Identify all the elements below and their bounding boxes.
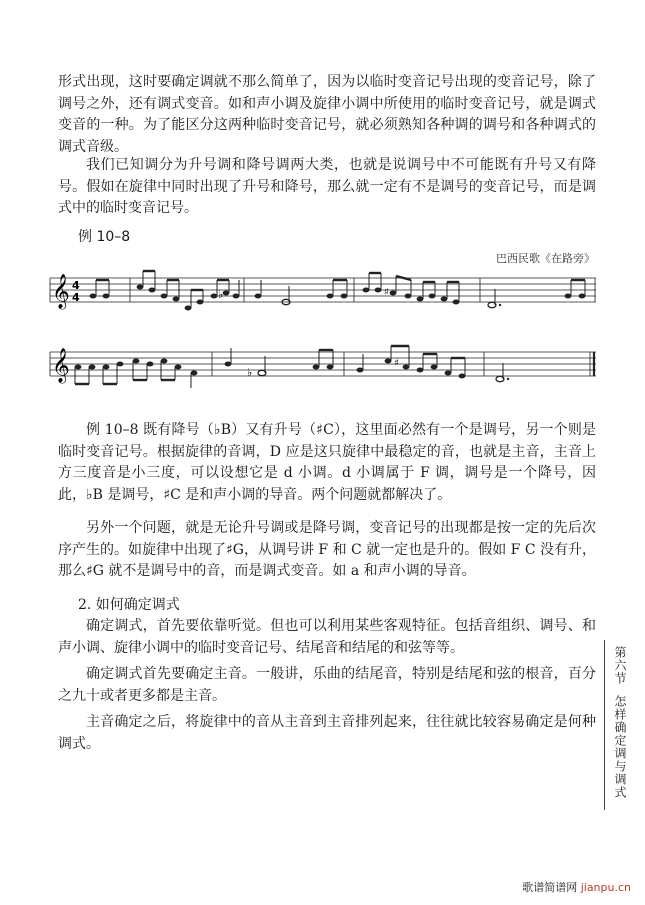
paragraph-5: 确定调式，首先要依靠听觉。但也可以利用某些客观特征。包括音组织、调号、和声小调、旋律小调中的临时变音记号、结尾音和结尾的和弦等等。 — [58, 618, 596, 656]
svg-text:♯: ♯ — [384, 287, 389, 298]
paragraph-6: 确定调式首先要确定主音。一般讲，乐曲的结尾音，特别是结尾和弦的根音，百分之九十或者更多都是主音。 — [58, 666, 596, 704]
music-staff-2 — [48, 342, 598, 404]
svg-text:♯: ♯ — [394, 358, 399, 369]
paragraph-2: 我们已知调分为升号调和降号调两大类，也就是说调号中不可能既有升号又有降号。假如在旋律中同时出现了升号和降号，那么就一定有不是调号的变音记号，而是调式中的临时变音记号。 — [58, 157, 596, 216]
paragraph-4: 另外一个问题，就是无论升号调或是降号调，变音记号的出现都是按一定的先后次序产生的。如旋律中出现了♯G，从调号讲 F 和 C 就一定也是升的。假如 F C 没有升，那么♯G 就不是调号中的音，而是调式变音。如 a 和声小调的导音。 — [58, 520, 596, 579]
example-label: 例 10–8 — [78, 229, 131, 245]
music-staff-1 — [48, 268, 598, 330]
svg-text:4: 4 — [72, 279, 80, 292]
svg-text:𝄞: 𝄞 — [52, 348, 70, 383]
svg-text:♭: ♭ — [247, 366, 253, 379]
watermark-site-name: 歌谱简谱网 — [522, 881, 578, 894]
paragraph-3: 例 10–8 既有降号（♭B）又有升号（♯C），这里面必然有一个是调号，另一个则是临时变音记号。根据旋律的音调，D 应是这只旋律中最稳定的音，也就是主音，主音上方三度音是小三度，可以设想它是 d 小调。d 小调属于 F 调，调号是一个降号，因此，♭B 是调号，♯C 是和声小调的导音。两个问题就都解决了。 — [58, 422, 596, 503]
svg-text:4: 4 — [72, 291, 80, 304]
section-heading: 2. 如何确定调式 — [78, 597, 180, 613]
svg-text:𝄞: 𝄞 — [52, 274, 70, 309]
watermark-domain: jianpu.cn — [580, 881, 631, 894]
svg-text:♭: ♭ — [218, 288, 224, 301]
side-tab-title: 怎样确定调与调式 — [613, 695, 627, 799]
footer-watermark — [522, 879, 631, 895]
side-tab-text — [612, 646, 626, 799]
paragraph-7: 主音确定之后，将旋律中的音从主音到主音排列起来，往往就比较容易确定是何种调式。 — [58, 714, 596, 752]
music-source: 巴西民歌《在路旁》 — [496, 252, 595, 265]
side-tab-section: 第六节 — [613, 646, 627, 685]
paragraph-1: 形式出现，这时要确定调就不那么简单了，因为以临时变音记号出现的变音记号，除了调号之外，还有调式变音。如和声小调及旋律小调中所使用的临时变音记号，就是调式变音的一种。为了能区分这两种临时变音记号，就必须熟知各种调的调号和各种调式的调式音级。 — [58, 74, 596, 155]
